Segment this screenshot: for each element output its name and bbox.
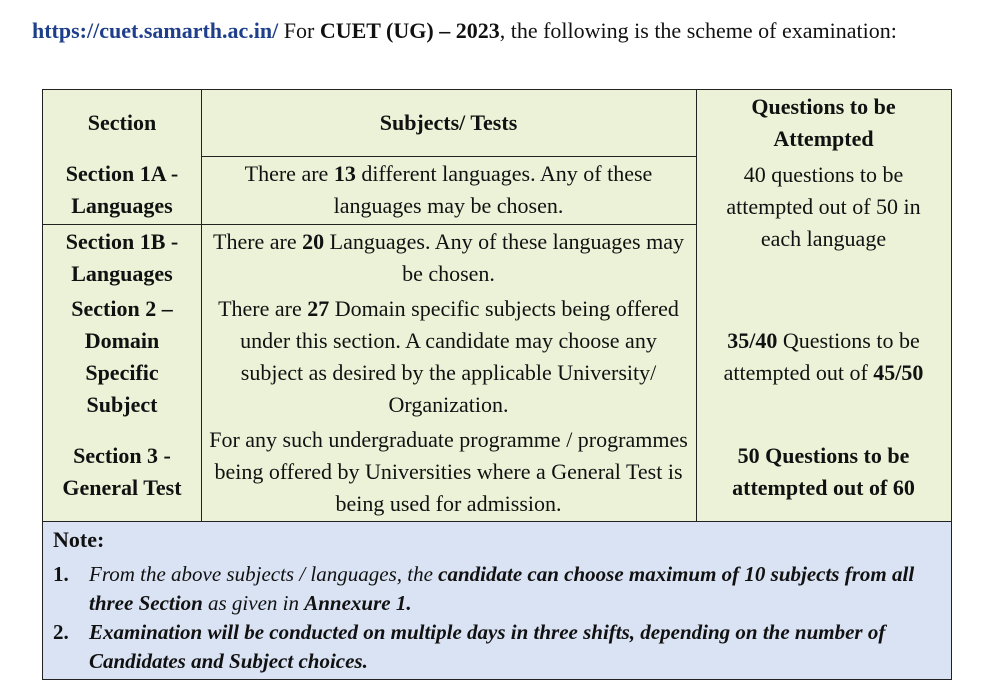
note-number: 2. (53, 620, 69, 644)
annexure-reference: Annexure 1. (304, 591, 412, 615)
note-text-bold: Examination will be conducted on multiple days in three shifts, depending on the number of Candidates and Subject choices. (89, 620, 886, 673)
languages-questions: 40 questions to be attempted out of 50 in each language (726, 162, 921, 251)
section-1a-label: Section 1A - Languages (65, 161, 179, 218)
intro-text-a: For (278, 18, 320, 43)
section-1b-subjects (201, 224, 696, 292)
domain-questions (696, 292, 951, 422)
scheme-table (42, 89, 952, 522)
section-3-label: Section 3 - General Test (62, 443, 182, 500)
note-item (53, 560, 943, 618)
subjects-count: 20 (302, 229, 325, 254)
note-box (42, 522, 952, 680)
subjects-text: Languages. Any of these languages may be chosen. (324, 229, 684, 286)
domain-questions-text: Questions to be attempted out of (723, 328, 920, 385)
note-text: as given in (202, 591, 305, 615)
subjects-text: Domain specific subjects being offered under this section. A candidate may choose any subject as desired by the applicable University/ Organization. (240, 296, 679, 417)
section-3-subjects: For any such undergraduate programme / programmes being offered by Universities where a General Test is being used for admission. (209, 427, 688, 516)
section-2-label: Section 2 – Domain Specific Subject (71, 296, 173, 417)
section-2-subjects (201, 292, 696, 422)
intro-paragraph (32, 16, 940, 45)
section-1a-subjects (201, 156, 696, 224)
section-1b-label: Section 1B - Languages (65, 229, 179, 286)
header-questions: Questions to be Attempted (751, 94, 896, 151)
subjects-count: 13 (333, 161, 356, 186)
note-text-bold: candidate can choose maximum of 10 subjects from all three Section (89, 562, 915, 615)
subjects-text: There are (244, 161, 334, 186)
header-section: Section (87, 110, 157, 135)
subjects-text: There are (218, 296, 308, 321)
domain-total-count: 45/50 (873, 360, 924, 385)
general-questions: 50 Questions to be attempted out of 60 (732, 443, 915, 500)
subjects-text: There are (213, 229, 303, 254)
note-text: From the above subjects / languages, the (89, 562, 439, 586)
domain-attempt-count: 35/40 (727, 328, 778, 353)
note-title: Note: (53, 527, 105, 552)
note-number: 1. (53, 562, 69, 586)
header-subjects: Subjects/ Tests (379, 110, 518, 135)
subjects-count: 27 (307, 296, 330, 321)
intro-text-b: , the following is the scheme of examination: (499, 18, 897, 43)
cuet-url: https://cuet.samarth.ac.in/ (32, 18, 279, 43)
exam-name: CUET (UG) – 2023 (319, 18, 500, 43)
note-item (53, 618, 943, 676)
subjects-text: different languages. Any of these languages may be chosen. (333, 161, 653, 218)
